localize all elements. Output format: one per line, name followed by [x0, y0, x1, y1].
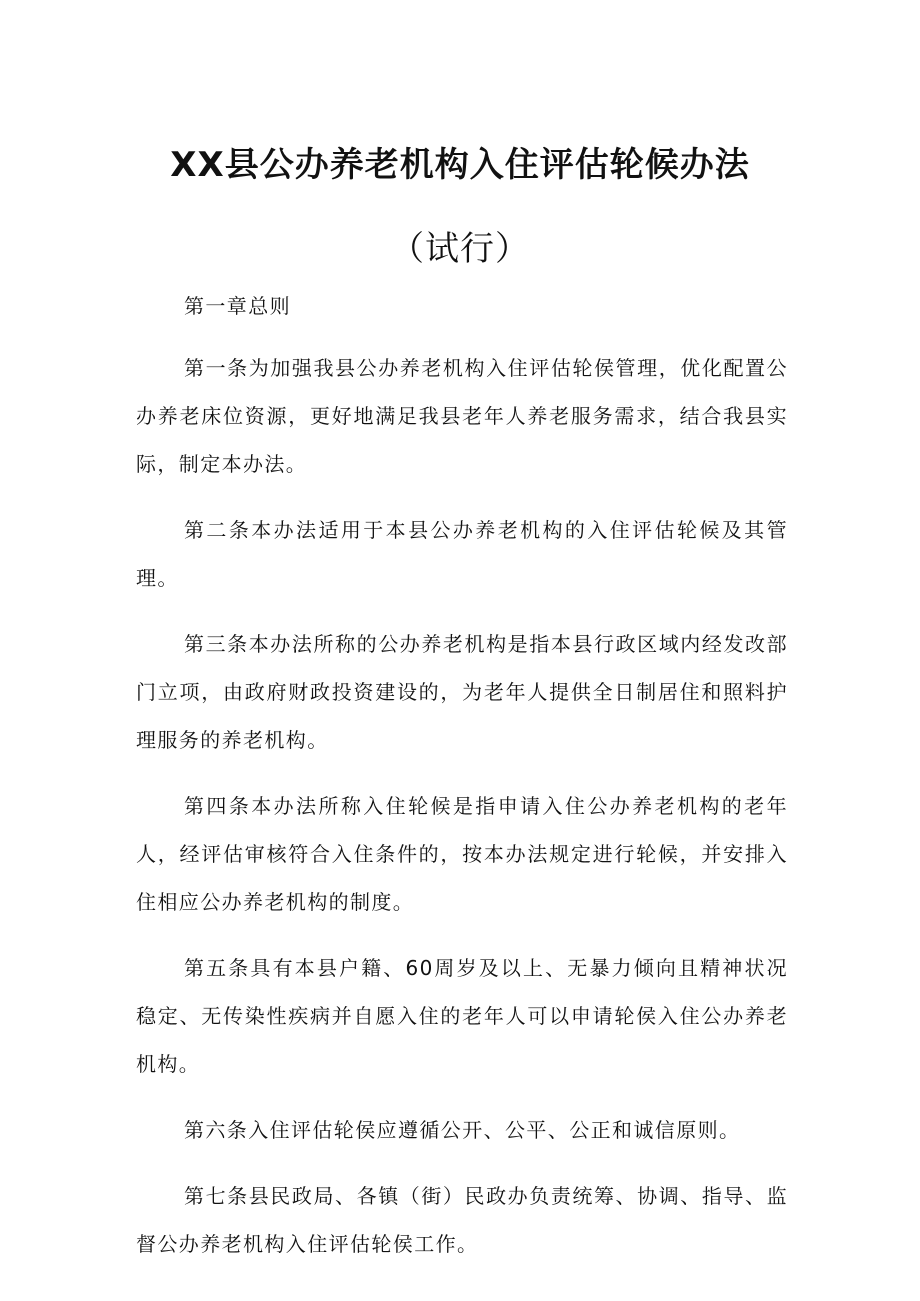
chapter-heading: 第一章总则 — [184, 294, 291, 318]
article-4: 第四条本办法所称入住轮候是指申请入住公办养老机构的老年人，经评估审核符合入住条件的，按本办法规定进行轮候，并安排入住相应公办养老机构的制度。 — [136, 794, 788, 914]
document-title: XX县公办养老机构入住评估轮候办法 — [170, 145, 750, 185]
article-6: 第六条入住评估轮侯应遵循公开、公平、公正和诚信原则。 — [184, 1118, 741, 1142]
document-body — [136, 282, 788, 1286]
article-7: 第七条县民政局、各镇（街）民政办负责统筹、协调、指导、监督公办养老机构入住评估轮侯工作。 — [136, 1184, 788, 1256]
article-3: 第三条本办法所称的公办养老机构是指本县行政区域内经发改部门立项，由政府财政投资建设的，为老年人提供全日制居住和照料护理服务的养老机构。 — [136, 632, 788, 752]
article-1: 第一条为加强我县公办养老机构入住评估轮侯管理，优化配置公办养老床位资源，更好地满足我县老年人养老服务需求，结合我县实际，制定本办法。 — [136, 356, 788, 476]
document-subtitle: （试行） — [390, 229, 530, 269]
article-2: 第二条本办法适用于本县公办养老机构的入住评估轮候及其管理。 — [136, 518, 788, 590]
article-5: 第五条具有本县户籍、60周岁及以上、无暴力倾向且精神状况稳定、无传染性疾病并自愿入住的老年人可以申请轮侯入住公办养老机构。 — [136, 956, 788, 1076]
